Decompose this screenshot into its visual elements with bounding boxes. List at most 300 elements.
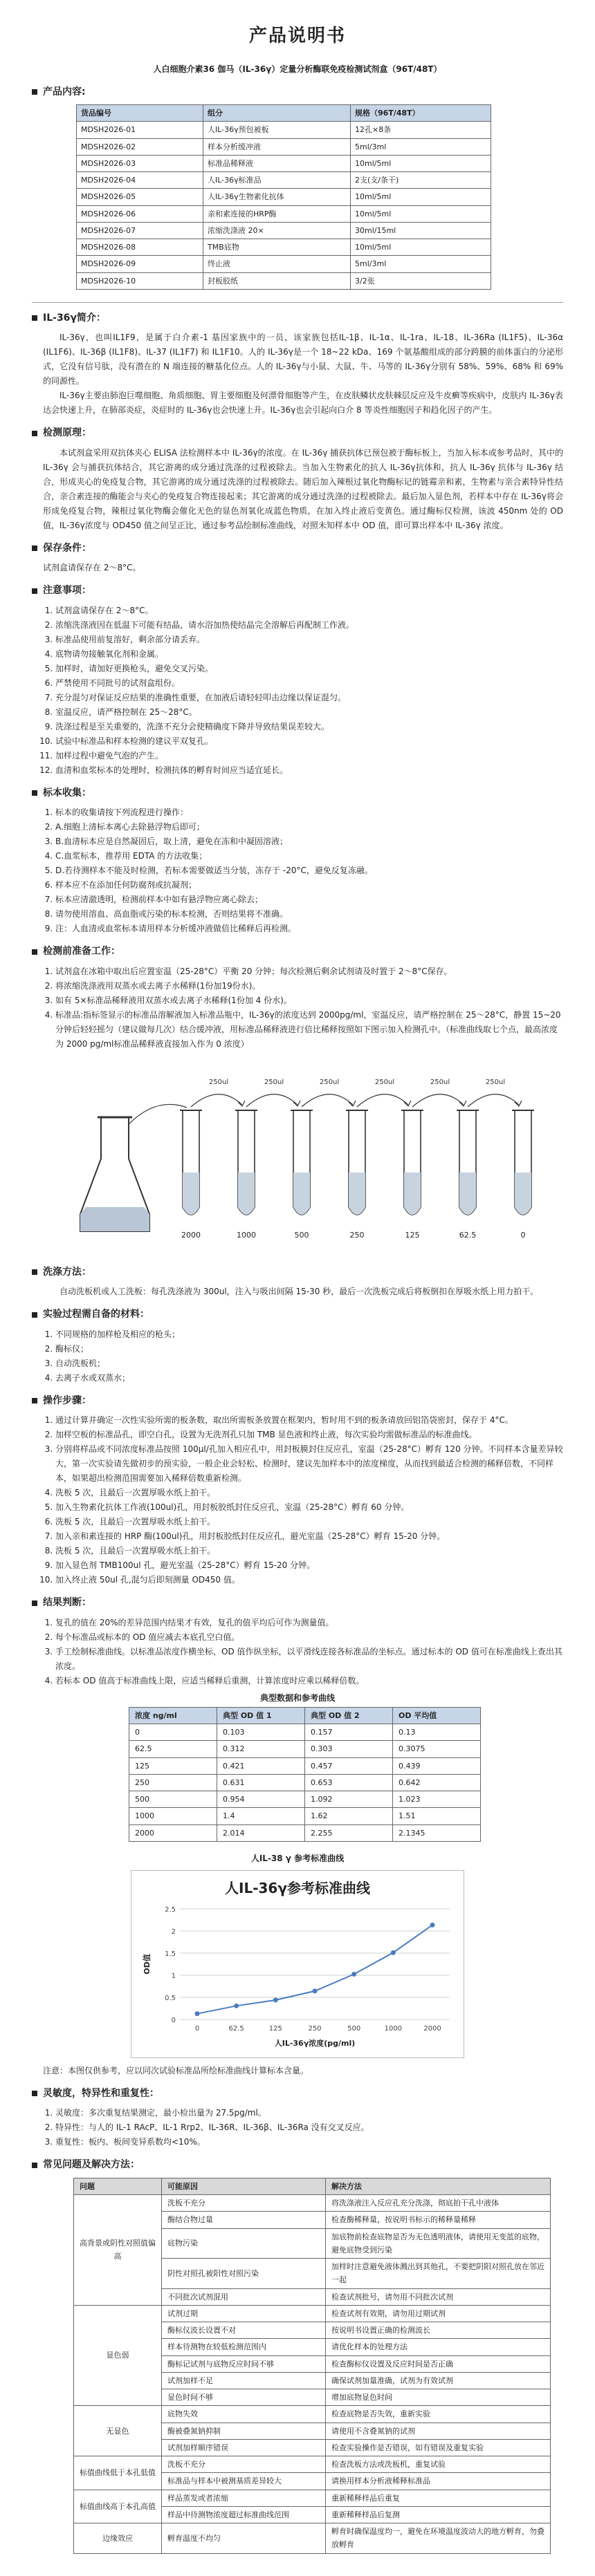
- list-item: 1. 通过计算并确定一次性实验所需的板条数，取出所需板条放置在框架内，暂时用不到的板条请放回铝箔袋密封，保存于 4°C。: [55, 1413, 563, 1428]
- table-cell: 5ml/3ml: [351, 256, 491, 272]
- y-tick-label: 1: [171, 1972, 176, 1980]
- table-cell: 2000: [129, 1824, 217, 1841]
- faq-table: [73, 2178, 551, 2554]
- list-item: 6. 样本应不在添加任何防腐剂或抗凝剂；: [55, 878, 563, 893]
- concentration-label: 1000: [237, 1230, 256, 1240]
- table-cell: 10ml/5ml: [351, 205, 491, 222]
- list-item: 4. 标准品:指标签显示的标准品溶解液加入标准品瓶中，IL-36γ的浓度达到 2000pg/ml，室温反应，请严格控制在 25～28°C，静置 15~20 分钟后轻轻摇匀（建议做每几次）结合缓冲液，用标准品稀释液进行倍比稀释按照如下图示加入检测孔中。（标准曲线取七个点，最高浓度为 2000 pg/ml标准品稀释液直接加入作为 0 浓度）: [55, 1008, 563, 1052]
- table-row: [129, 1757, 481, 1774]
- list-item: 2. 酶标仪；: [55, 1342, 563, 1356]
- table-header: 问题: [74, 2178, 162, 2194]
- faq-problem: 显色弱: [74, 2305, 162, 2406]
- tube-liquid: [293, 1173, 310, 1215]
- table-row: [74, 2305, 551, 2322]
- faq-solution: 检查酶标仪设置及反应时间是否正确: [326, 2355, 551, 2372]
- faq-cause: 酶结合物过量: [162, 2212, 326, 2228]
- section-heading: 结果判断：: [43, 1597, 91, 1609]
- table-cell: 0.312: [217, 1741, 305, 1757]
- list-item: 10. 试验中标准品和样本检测的建议平双复孔。: [55, 734, 563, 749]
- concentration-label: 500: [294, 1230, 309, 1240]
- section-steps: [32, 1392, 563, 1588]
- table-cell: 1000: [129, 1808, 217, 1824]
- faq-problem: 无显色: [74, 2406, 162, 2456]
- list-item: 7. 标本应清澈透明，检测前样本中如有悬浮物应离心除去；: [55, 893, 563, 907]
- table-row: [129, 1741, 481, 1757]
- table-cell: 亲和素连接的HRP酶: [203, 205, 351, 222]
- faq-solution: 请换用样本分析液稀释标准品: [326, 2473, 551, 2490]
- faq-cause: 试剂加样顺序错误: [162, 2439, 326, 2456]
- section-heading: 保存条件：: [43, 542, 91, 554]
- x-tick-label: 1000: [384, 2024, 403, 2033]
- table-cell: 0.457: [305, 1757, 393, 1774]
- table-cell: 1.62: [305, 1808, 393, 1824]
- y-tick-label: 0: [171, 2016, 176, 2024]
- collection-list: [43, 805, 563, 936]
- faq-cause: 样品中待测物浓度超过标准曲线范围: [162, 2506, 326, 2523]
- table-cell: 人IL-36γ生物素化抗体: [203, 189, 351, 205]
- faq-problem: 边缘效应: [74, 2523, 162, 2554]
- section-heading: 检测前准备工作：: [43, 946, 120, 958]
- faq-solution: 检查试剂批号，请勿用不同批次试剂: [326, 2288, 551, 2305]
- list-item: 3. 标准品使用前复溶好，剩余部分请丢弃。: [55, 633, 563, 647]
- bullet-icon: [32, 431, 37, 436]
- table-cell: MDSH2026-08: [77, 239, 203, 256]
- tube-liquid: [238, 1173, 255, 1215]
- table-cell: 0.631: [217, 1774, 305, 1791]
- concentration-label: 250: [349, 1230, 365, 1240]
- table-cell: 终止液: [203, 256, 351, 272]
- list-item: 1. 试剂盒请保存在 2～8°C。: [55, 604, 563, 618]
- table-cell: 1.023: [393, 1791, 481, 1808]
- table-cell: 0.653: [305, 1774, 393, 1791]
- faq-cause: 标准品与样本中被测基质差异较大: [162, 2473, 326, 2490]
- table-header: 组分: [203, 105, 351, 122]
- x-tick-label: 0: [194, 2024, 200, 2033]
- table-row: [129, 1724, 481, 1741]
- table-row: [77, 138, 491, 155]
- faq-solution: 检查实验操作是否错误，如有错误及重复实验: [326, 2439, 551, 2456]
- table-header: OD 平均值: [393, 1707, 481, 1724]
- section-wash: [32, 1264, 563, 1300]
- table-cell: MDSH2026-06: [77, 205, 203, 222]
- faq-solution: 检查试剂有效期，请勿用过期试剂: [326, 2305, 551, 2322]
- list-item: 12. 血清和血浆标本的处理时，检测抗体的孵育时间应当适宜延长。: [55, 763, 563, 778]
- list-item: 4. 去离子水或双蒸水；: [55, 1371, 563, 1385]
- faq-cause: 洗板不充分: [162, 2195, 326, 2212]
- tube-liquid: [183, 1173, 199, 1215]
- calc-note: 注意：本图仅供参考，应以同次试验标准品所绘标准曲线计算标本含量。: [43, 2065, 309, 2075]
- table-cell: 2.014: [217, 1824, 305, 1841]
- list-item: 4. 洗板 5 次，且最后一次置厚吸水纸上拍干。: [55, 1486, 563, 1500]
- table-cell: MDSH2026-04: [77, 172, 203, 189]
- table-row: [77, 155, 491, 171]
- table-cell: 3/2张: [351, 272, 491, 289]
- data-point: [195, 2011, 200, 2016]
- table-row: [77, 222, 491, 239]
- volume-label: 250ul: [264, 1078, 284, 1086]
- table-cell: 浓缩洗涤液 20×: [203, 222, 351, 239]
- paragraph: 试剂盒请保存在 2～8°C。: [43, 563, 141, 573]
- section-calc: [32, 1594, 563, 2078]
- x-tick-label: 250: [308, 2024, 322, 2033]
- table-cell: 62.5: [129, 1741, 217, 1757]
- list-item: 8. 室温反应，请严格控制在 25～28°C。: [55, 705, 563, 720]
- list-item: 9. 加入显色剂 TMB100ul 孔，避光室温（25-28°C）孵育 15-20 分钟。: [55, 1558, 563, 1573]
- tube-liquid: [459, 1173, 476, 1215]
- bullet-icon: [32, 315, 37, 321]
- transfer-arrow: [468, 1094, 519, 1106]
- chart-title: 人IL-36γ参考标准曲线: [225, 1879, 370, 1896]
- arrow-head-icon: [459, 1101, 466, 1106]
- faq-solution: 孵育时确保温度均一，避免在环境温度波动大的地方孵育，勿叠放孵育: [326, 2523, 551, 2554]
- table-row: [77, 172, 491, 189]
- table-cell: 10ml/5ml: [351, 189, 491, 205]
- table-row: [74, 2490, 551, 2506]
- table-header: 浓度 ng/ml: [129, 1707, 217, 1724]
- standard-curve-chart: [131, 1871, 464, 2057]
- faq-solution: 加样时注意避免液体溅出到其他孔，不要把阴阳对照孔放在邻近一起: [326, 2259, 551, 2289]
- concentration-label: 125: [405, 1230, 420, 1240]
- table-cell: 1.4: [217, 1808, 305, 1824]
- table-header: 典型 OD 值 2: [305, 1707, 393, 1724]
- list-item: 2. 特异性：与人的 IL-1 RAcP、IL-1 Rrp2、IL-36R、IL-36β、IL-36Ra 没有交叉反应。: [55, 2120, 563, 2135]
- table-header: 解决方法: [326, 2178, 551, 2194]
- steps-list: [43, 1413, 563, 1587]
- faq-solution: 请优化样本的处理方法: [326, 2339, 551, 2355]
- transfer-arrow: [412, 1094, 464, 1106]
- table-cell: 0.439: [393, 1757, 481, 1774]
- faq-cause: 显色时间不够: [162, 2389, 326, 2406]
- table-row: [77, 256, 491, 272]
- arrow-head-icon: [238, 1101, 245, 1106]
- list-item: 5. D.若待测样本不能及时检测，若标本需要做适当分装，冻存于 -20°C，避免反复冻融。: [55, 864, 563, 878]
- list-item: 7. 充分混匀对保证反应结果的准确性重要，在加液后请轻轻叩击边缘以保证混匀。: [55, 691, 563, 705]
- table-cell: 10ml/5ml: [351, 155, 491, 171]
- table-cell: 0.303: [305, 1741, 393, 1757]
- table-header: 可能原因: [162, 2178, 326, 2194]
- faq-cause: 酶标记试剂与底物反应时间不够: [162, 2355, 326, 2372]
- faq-problem: 标值曲线高于本孔高值: [74, 2490, 162, 2523]
- arrow-head-icon: [515, 1101, 522, 1106]
- faq-cause: 样品蒸发或者浓缩: [162, 2490, 326, 2506]
- bullet-icon: [32, 588, 37, 594]
- list-item: 3. 手工绘制标准曲线。以标准品浓度作横坐标，OD 值作纵坐标，以平滑线连接各标准品的坐标点。通过标本的 OD 值可在标准曲线上查出其浓度。: [55, 1645, 563, 1674]
- arrow-head-icon: [349, 1101, 356, 1106]
- chart-page-title: 人IL-38 γ 参考标准曲线: [250, 1853, 345, 1863]
- paragraph: IL-36γ，也叫IL1F9，是属于白介素-1 基因家族中的一员，该家族包括IL-1β、IL-1α、IL-1ra、IL-18、IL-36Ra (IL1F5)、IL-36α (IL1F6)、IL-36β (IL1F8)、IL-37 (IL1F7) 和 IL1F10。人的 IL-36γ是一个 18~22 kDa、169 个氨基酸组成的部分跨膜的前体蛋白的分泌形式，它没有信号肽，没有潜在的 N 端连接的糖基化位点。人的 IL-36γ与小鼠、大鼠、牛、马等的 IL-36γ分别有 58%、59%、68% 和 69%的同源性。: [43, 333, 563, 386]
- dilution-diagram: [73, 1058, 585, 1252]
- x-tick-label: 2000: [423, 2024, 441, 2033]
- x-axis-label: 人IL-36γ浓度(pg/ml): [274, 2038, 356, 2048]
- product-table: [76, 104, 491, 290]
- faq-cause: 底物失效: [162, 2406, 326, 2423]
- list-item: 2. 浓缩洗涤液因在低温下可能有结晶，请水浴加热使结晶完全溶解后再配制工作液。: [55, 618, 563, 633]
- section-heading: 操作步骤：: [43, 1394, 91, 1406]
- divider: [32, 302, 563, 303]
- bullet-icon: [32, 545, 37, 551]
- table-row: [77, 189, 491, 205]
- list-item: 8. 请勿使用溶血、高血脂或污染的标本检测，否则结果将不准确。: [55, 907, 563, 922]
- paragraph: 自动洗板机或人工洗板：每孔洗涤液为 300ul，注入与吸出间隔 15-30 秒，最后一次洗板完成后将板倒扣在厚吸水纸上用力拍干。: [60, 1287, 539, 1297]
- flask-liquid: [80, 1207, 149, 1231]
- table-row: [77, 272, 491, 289]
- list-item: 1. 不同规格的加样枪及相应的枪头；: [55, 1327, 563, 1342]
- table-cell: 0.3075: [393, 1741, 481, 1757]
- concentration-label: 0: [520, 1230, 526, 1240]
- table-cell: 人IL-36γ预包被板: [203, 122, 351, 138]
- faq-solution: 确保试剂加量准确，试剂为有效试剂: [326, 2372, 551, 2389]
- table-cell: TMB底物: [203, 239, 351, 256]
- faq-cause: 阴性对照孔被阳性对照污染: [162, 2259, 326, 2289]
- section-perf: [32, 2085, 563, 2150]
- table-cell: 10ml/5ml: [351, 239, 491, 256]
- list-item: 4. 若标本 OD 值高于标准曲线上限，应适当稀释后重测，计算浓度时应乘以稀释倍数。: [55, 1674, 563, 1688]
- bullet-icon: [32, 2163, 37, 2168]
- standard-table: [129, 1707, 481, 1842]
- table-cell: 0.157: [305, 1724, 393, 1741]
- list-item: 10. 加入终止液 50ul 孔,混匀后即刻测量 OD450 值。: [55, 1573, 563, 1587]
- table-row: [77, 205, 491, 222]
- bullet-icon: [32, 1398, 37, 1403]
- transfer-arrow: [129, 1104, 187, 1124]
- y-tick-label: 2.5: [165, 1905, 176, 1914]
- list-item: 6. 洗板 5 次，且最后一次置厚吸水纸上拍干。: [55, 1515, 563, 1529]
- list-item: 7. 加入亲和素连接的 HRP 酶(100ul)孔，用封板胶纸封住反应孔，避光室温（25-28°C）孵育 15-20 分钟。: [55, 1529, 563, 1544]
- list-item: 3. 如有 5×标准品稀释液用双蒸水或去离子水稀释(1份加 4 份水)。: [55, 993, 563, 1008]
- section-principle: [32, 424, 563, 533]
- volume-label: 250ul: [319, 1078, 340, 1086]
- faq-solution: 重新稀释样品后复测: [326, 2506, 551, 2523]
- section-prep: [32, 943, 563, 1257]
- series-line: [197, 1925, 432, 2013]
- faq-solution: 将洗涤液注入反应孔充分洗涤，彻底拍干孔中液体: [326, 2195, 551, 2212]
- list-item: 6. 严禁使用不同批号的试剂盒组份。: [55, 676, 563, 691]
- arrow-head-icon: [293, 1101, 300, 1106]
- list-item: 3. B.血清标本应是自然凝固后，取上清，避免在冻和中凝固溶液；: [55, 834, 563, 849]
- concentration-label: 62.5: [459, 1230, 477, 1240]
- table-row: [129, 1791, 481, 1808]
- list-item: 1. 灵敏度：多次重复结果测定，最小检出量为 27.5pg/ml。: [55, 2106, 563, 2120]
- list-item: 3. 分别将样品或不同浓度标准品按照 100μl/孔加入相应孔中，用封板膜封住反应孔，室温（25-28°C）孵育 120 分钟。不同样本含量差异较大，第一次实验请先做初步的预实验，一般企业会轻松、检测时，建议先加样本中的浓度梯度，从而找到最适合检测的稀释倍数，不同样本，如果超出检测范围需要加入稀释倍数重新检测。: [55, 1442, 563, 1486]
- faq-problem: 高背景或阴性对照值偏高: [74, 2195, 162, 2306]
- table-header: 典型 OD 值 1: [217, 1707, 305, 1724]
- std-table-caption: 典型数据和参考曲线: [259, 1692, 335, 1703]
- table-cell: 0.13: [393, 1724, 481, 1741]
- list-item: 8. 洗板 5 次，且最后一次置厚吸水纸上拍干。: [55, 1544, 563, 1558]
- faq-solution: 检查洗板方法或洗板机，重复试验: [326, 2456, 551, 2473]
- transfer-arrow: [246, 1094, 298, 1106]
- volume-label: 250ul: [208, 1078, 229, 1086]
- perf-list: [43, 2106, 563, 2149]
- page-subtitle: 人白细胞介素36 伽马（IL-36γ）定量分析酶联免疫检测试剂盒（96T/48T）: [153, 64, 442, 74]
- bullet-icon: [32, 949, 37, 955]
- table-cell: 标准品稀释液: [203, 155, 351, 171]
- list-item: 3. 重复性：板内、板间变异系数均<10%。: [55, 2135, 563, 2149]
- table-cell: MDSH2026-09: [77, 256, 203, 272]
- list-item: 1. 试剂盒在冰箱中取出后应置室温（25-28°C）平衡 20 分钟；每次检测后剩余试剂请及时置于 2～8°C保存。: [55, 964, 563, 979]
- list-item: 1. 标本的收集请按下列流程进行操作：: [55, 805, 563, 820]
- list-item: 3. 自动洗板机；: [55, 1356, 563, 1371]
- faq-cause: 酶标仪波长设置不对: [162, 2322, 326, 2339]
- bullet-icon: [32, 1600, 37, 1606]
- table-row: [74, 2456, 551, 2473]
- table-cell: 1.51: [393, 1808, 481, 1824]
- data-point: [351, 1972, 356, 1977]
- section-heading: IL-36γ简介：: [43, 312, 106, 324]
- table-cell: 人IL-36γ标准品: [203, 172, 351, 189]
- volume-label: 250ul: [485, 1078, 506, 1086]
- table-cell: 0.954: [217, 1791, 305, 1808]
- faq-cause: 酶被叠氮钠抑制: [162, 2423, 326, 2439]
- table-cell: MDSH2026-07: [77, 222, 203, 239]
- table-header: 货品编号: [77, 105, 203, 122]
- table-cell: 30ml/15ml: [351, 222, 491, 239]
- table-row: [74, 2195, 551, 2212]
- table-row: [77, 122, 491, 138]
- table-cell: MDSH2026-02: [77, 138, 203, 155]
- x-tick-label: 500: [347, 2024, 361, 2033]
- x-tick-label: 125: [268, 2024, 282, 2033]
- data-point: [234, 2004, 239, 2008]
- calc-list: [43, 1616, 563, 1688]
- x-tick-label: 62.5: [228, 2024, 244, 2033]
- bullet-icon: [32, 790, 37, 796]
- list-item: 11. 加样过程中避免气泡的产生。: [55, 749, 563, 763]
- bullet-icon: [32, 1269, 37, 1275]
- list-item: 5. 加样时，请加好更换枪头，避免交叉污染。: [55, 662, 563, 676]
- section-intro: [32, 310, 563, 418]
- table-cell: 0: [129, 1724, 217, 1741]
- section-collection: [32, 785, 563, 937]
- list-item: 4. 底物请勿接触氧化剂和金属。: [55, 647, 563, 662]
- list-item: 9. 洗涤过程是至关重要的，洗涤不充分会使精确度下降并导致结果误差较大。: [55, 720, 563, 734]
- y-tick-label: 2: [171, 1928, 176, 1936]
- y-tick-label: 0.5: [165, 1994, 176, 2002]
- faq-solution: 加底物前检查底物是否为无色透明液体，请使用无变蓝的底物，避免底物受到污染: [326, 2228, 551, 2259]
- table-cell: 样本分析缓冲液: [203, 138, 351, 155]
- table-cell: 2.1345: [393, 1824, 481, 1841]
- table-cell: 0.421: [217, 1757, 305, 1774]
- bullet-icon: [32, 89, 37, 95]
- section-heading: 标本收集：: [43, 787, 91, 799]
- transfer-arrow: [191, 1094, 242, 1106]
- faq-solution: 请使用不含叠氮钠的试剂: [326, 2423, 551, 2439]
- bullet-icon: [32, 2091, 37, 2096]
- table-cell: 1.092: [305, 1791, 393, 1808]
- list-item: 2. 加样空板的标准品孔，即空白孔，设置为无洗剂孔只加 TMB 显色液和终止液，每次实验均需做标准品的标准曲线。: [55, 1428, 563, 1442]
- notes-list: [43, 604, 563, 778]
- data-point: [273, 1997, 278, 2002]
- faq-solution: 按说明书设置正确的检测波长: [326, 2322, 551, 2339]
- faq-cause: 洗板不充分: [162, 2456, 326, 2473]
- table-cell: 封板胶纸: [203, 272, 351, 289]
- section-heading: 常见问题及解决方法：: [43, 2159, 140, 2171]
- table-cell: 2支(支/条干): [351, 172, 491, 189]
- table-row: [129, 1808, 481, 1824]
- list-item: 9. 注：人血清或血浆标本请用样本分析缓冲液做倍比稀释后再检测。: [55, 922, 563, 936]
- table-row: [74, 2406, 551, 2423]
- table-row: [129, 1774, 481, 1791]
- faq-solution: 检查底物是否失效，重新实验: [326, 2406, 551, 2423]
- table-cell: MDSH2026-03: [77, 155, 203, 171]
- transfer-arrow: [302, 1094, 353, 1106]
- table-row: [77, 239, 491, 256]
- table-cell: MDSH2026-10: [77, 272, 203, 289]
- tube-liquid: [515, 1173, 531, 1215]
- table-cell: 5ml/3ml: [351, 138, 491, 155]
- list-item: 2. 将浓缩洗涤液用双蒸水或去离子水稀释(1份加19份水)。: [55, 979, 563, 993]
- table-row: [129, 1824, 481, 1841]
- chart-container: [131, 1870, 464, 2058]
- table-cell: MDSH2026-01: [77, 122, 203, 138]
- faq-solution: 检查酶稀释量，按说明书标示的稀释量稀释: [326, 2212, 551, 2228]
- section-faq: [32, 2156, 563, 2553]
- list-item: 2. 每个标准品或标本的 OD 值应减去本底孔空白值。: [55, 1630, 563, 1645]
- faq-solution: 增加底物显色时间: [326, 2389, 551, 2406]
- table-cell: 0.642: [393, 1774, 481, 1791]
- data-point: [313, 1988, 318, 1993]
- section-storage: [32, 540, 563, 576]
- y-axis-label: OD值: [143, 1954, 152, 1975]
- list-item: 5. 加入生物素化抗体工作液(100ul)孔，用封板胶纸封住反应孔，室温（25-28°C）孵育 60 分钟。: [55, 1500, 563, 1515]
- page-title: 产品说明书: [248, 26, 346, 46]
- section-notes: [32, 582, 563, 778]
- data-point: [391, 1950, 396, 1955]
- faq-cause: 不同批次试剂混用: [162, 2288, 326, 2305]
- tube-liquid: [349, 1173, 365, 1215]
- volume-label: 250ul: [430, 1078, 450, 1086]
- paragraph: IL-36γ主要由肺泡巨噬细胞、角质细胞、胃主要细胞及何漂骨细胞等产生，在皮肤鳞状皮肤棘层反应及牛皮癣等疾病中，皮肤内 IL-36γ表达会快速上升，在肺部炎症，炎症时的 IL-36γ也会快速上升。IL-36γ也会引起向白介 8 等炎性细胞因子和趋化因子的产生。: [43, 391, 563, 416]
- volume-label: 250ul: [374, 1078, 395, 1086]
- section-materials: [32, 1306, 563, 1385]
- tube-liquid: [404, 1173, 421, 1215]
- table-cell: 12孔×8条: [351, 122, 491, 138]
- faq-cause: 试剂过期: [162, 2305, 326, 2322]
- table-cell: 125: [129, 1757, 217, 1774]
- section-heading: 洗涤方法：: [43, 1266, 91, 1278]
- section-content: [32, 84, 563, 290]
- faq-solution: 重新稀释样品后重复: [326, 2490, 551, 2506]
- table-cell: 250: [129, 1774, 217, 1791]
- concentration-label: 2000: [181, 1230, 201, 1240]
- list-item: 2. A.细胞上清标本离心去除悬浮物后即可；: [55, 820, 563, 834]
- materials-list: [43, 1327, 563, 1385]
- table-cell: 2.255: [305, 1824, 393, 1841]
- list-item: 4. C.血浆标本，推荐用 EDTA 的方法收集；: [55, 849, 563, 864]
- table-row: [74, 2523, 551, 2554]
- section-heading: 注意事项：: [43, 585, 91, 597]
- arrow-head-icon: [404, 1101, 411, 1106]
- faq-cause: 孵育温度不均匀: [162, 2523, 326, 2554]
- list-item: 1. 复孔的值在 20%的差异范围内结果才有效，复孔的值平均后可作为测量值。: [55, 1616, 563, 1630]
- section-heading: 产品内容:: [43, 86, 86, 97]
- faq-cause: 底物污染: [162, 2228, 326, 2259]
- y-tick-label: 1.5: [165, 1950, 176, 1958]
- faq-cause: 样本待测物在较低检测范围内: [162, 2339, 326, 2355]
- section-heading: 实验过程需自备的材料：: [43, 1309, 149, 1320]
- section-heading: 检测原理：: [43, 427, 91, 439]
- prep-list: [43, 964, 563, 1052]
- table-cell: MDSH2026-05: [77, 189, 203, 205]
- section-heading: 灵敏度，特异性和重复性：: [43, 2087, 159, 2099]
- faq-cause: 试剂加样不足: [162, 2372, 326, 2389]
- faq-problem: 标值曲线低于本孔低值: [74, 2456, 162, 2490]
- table-header: 规格（96T/48T）: [351, 105, 491, 122]
- bullet-icon: [32, 1312, 37, 1318]
- data-point: [430, 1923, 435, 1928]
- paragraph: 本试剂盒采用双抗体夹心 ELISA 法检测样本中 IL-36γ的浓度。在 IL-36γ 捕获抗体已预包被于酶标板上，当加入标本或参考品时，其中的 IL-36γ 会与捕获抗体结合，其它游离的成分通过洗涤的过程被除去。当加入生物素化的抗人 IL-36γ抗体和，抗人 IL-36γ 抗体与 IL-36γ 结合，形成夹心的免疫复合物，其它游离的成分通过洗涤的过程被除去。随后加入辣根过氧化物酶标记的链霉亲和素，生物素与亲合素特异性结合，亲合素连接的酶能会与夹心的免疫复合物连接起来；其它游离的成分通过洗涤的过程被除去。最后加入显色剂，若样本中存在 IL-36γ将会形成免疫复合物，辣根过氧化物酶会催化无色的显色剂氧化成蓝色物质，在加入终止液后变黄色。通过酶标仪检测，该波 450nm 处的 OD 值，IL-36γ浓度与 OD450 值之间呈正比，通过参考品绘制标准曲线，对照未知样本中 OD 值，即可算出样本中 IL-36γ 浓度。: [43, 447, 563, 530]
- table-cell: 500: [129, 1791, 217, 1808]
